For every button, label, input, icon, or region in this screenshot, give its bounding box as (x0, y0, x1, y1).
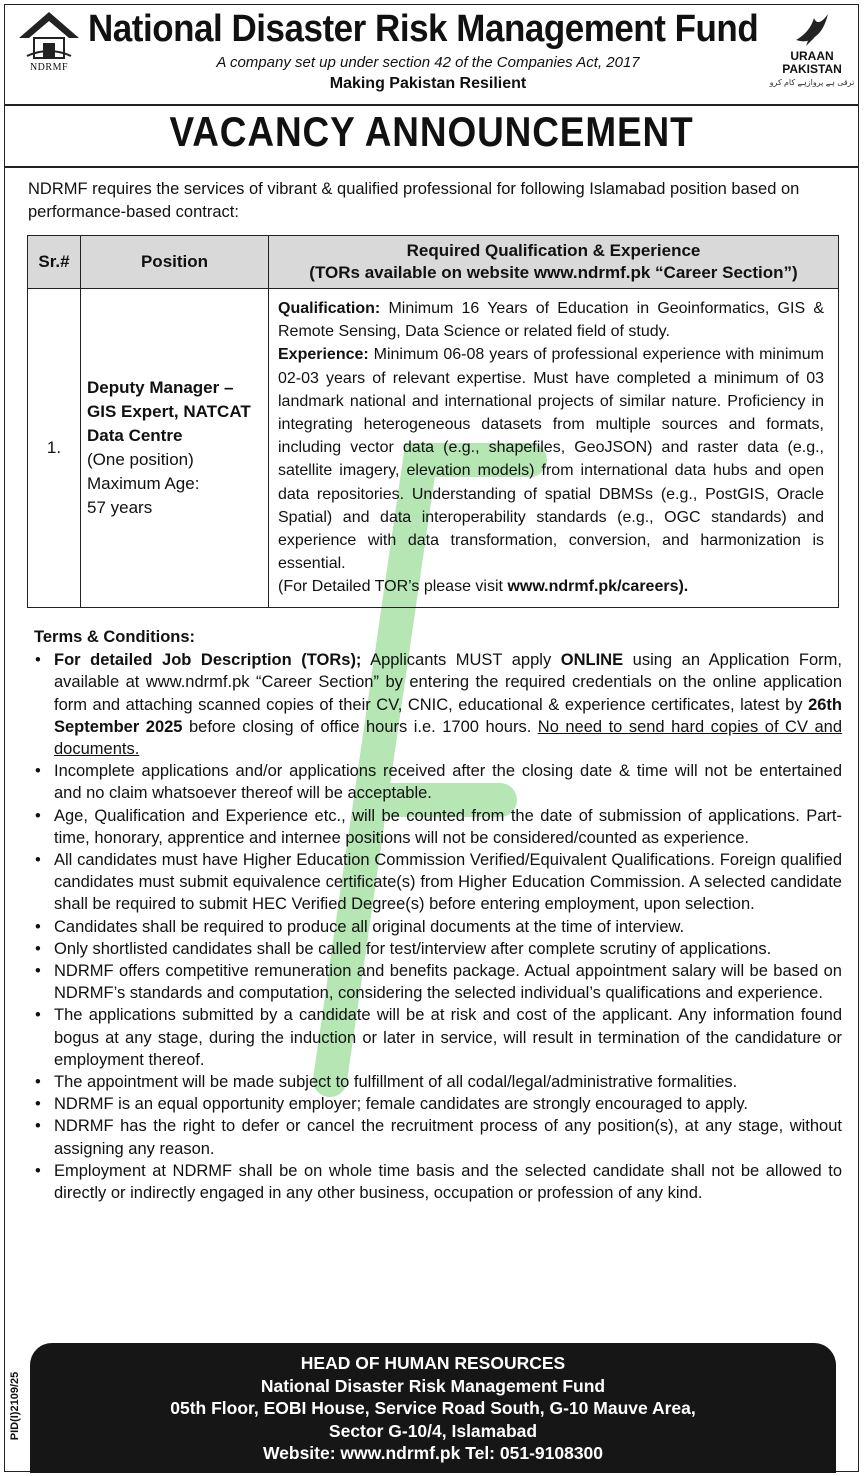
qualification-text: Minimum 16 Years of Education in Geoinformatics, GIS & Remote Sensing, Data Science or related field of study. (278, 300, 824, 341)
list-item (34, 805, 842, 849)
header-requirements (269, 236, 839, 289)
term-text-3: before closing of office hours i.e. 1700 hours. (182, 717, 538, 736)
bullet-icon: • (35, 762, 41, 781)
bullet-icon: • (35, 651, 41, 670)
terms-list (34, 649, 842, 1204)
row-sr: 1. (28, 289, 81, 608)
organization-title: National Disaster Risk Management Fund (88, 8, 759, 50)
term-text: All candidates must have Higher Education Commission Verified/Equivalent Qualifications. Foreign qualified candidates must submit equivalence certificate(s) from Higher Education Commission. A selected candidate shall be required to submit HEC Verified Degree(s) before entering employment, upon selection. (54, 851, 842, 914)
experience-block (278, 343, 824, 575)
bullet-icon: • (35, 1006, 41, 1025)
header-divider (4, 104, 859, 106)
footer-line-3: 05th Floor, EOBI House, Service Road South, G-10 Mauve Area, (170, 1398, 696, 1419)
pakistan-text: PAKISTAN (782, 62, 842, 76)
header-sr: Sr.# (28, 236, 81, 289)
term-text: The appointment will be made subject to fulfillment of all codal/legal/administrative formalities. (54, 1073, 738, 1092)
bullet-icon: • (35, 939, 41, 958)
term-text: Only shortlisted candidates shall be called for test/interview after complete scrutiny of applications. (54, 939, 772, 958)
bullet-icon: • (35, 1117, 41, 1136)
max-age-label: Maximum Age: (87, 473, 200, 493)
positions-table (27, 235, 839, 608)
list-item (34, 1071, 842, 1093)
bullet-icon: • (35, 1095, 41, 1114)
header-position: Position (81, 236, 269, 289)
vacancy-banner: VACANCY ANNOUNCEMENT (169, 108, 694, 155)
list-item (34, 1093, 842, 1115)
bullet-icon: • (35, 1073, 41, 1092)
term-text: Age, Qualification and Experience etc., will be counted from the date of submission of applications. Part-time, honorary, apprentice and internee positions will not be considered/counted as experience. (54, 806, 842, 847)
list-item (34, 760, 842, 804)
footer-line-5: Website: www.ndrmf.pk Tel: 051-9108300 (262, 1443, 604, 1464)
house-logo-icon (17, 10, 81, 60)
footer-line-4: Sector G-10/4, Islamabad (328, 1420, 538, 1441)
term-text: Incomplete applications and/or applications received after the closing date & time will not be entertained and no claim whatsoever thereof will be acceptable. (54, 762, 842, 803)
tor-note-text: (For Detailed TOR’s please visit (278, 578, 503, 596)
organization-tagline: Making Pakistan Resilient (329, 75, 527, 92)
contact-footer (30, 1343, 836, 1473)
bullet-icon: • (35, 917, 41, 936)
term-text: Employment at NDRMF shall be on whole time basis and the selected candidate shall not be allowed to directly or indirectly engaged in any other business, occupation or profession of any kind. (54, 1161, 842, 1203)
term-bold-3: 26th September 2025 (54, 695, 842, 736)
max-age-value: 57 years (87, 497, 153, 517)
list-item (34, 916, 842, 938)
bullet-icon: • (35, 962, 41, 981)
list-item (34, 1004, 842, 1071)
term-text-2: using an Application Form, available at www.ndrmf.pk “Career Section” by entering the required credentials on the online application form and attaching scanned copies of their CV, CNIC, educational & experience certificates, latest by (54, 651, 843, 714)
list-item (34, 649, 842, 760)
intro-paragraph: NDRMF requires the services of vibrant & qualified professional for following Islamabad position based on performance-based contract: (28, 180, 800, 221)
term-bold-1: For detailed Job Description (TORs); (54, 651, 362, 670)
term-text-1: Applicants MUST apply (361, 651, 561, 670)
experience-text: Minimum 06-08 years of professional experience with minimum 02-03 years of relevant expertise. Must have completed a minimum of 03 landmark national and international projects of similar nature. Proficiency in integrating heterogeneous datasets from multiple sources and formats, including vector data (e.g., shapefiles, GeoJSON) and raster data (e.g., satellite imagery, elevation models) from international data hubs and open data repositories. Understanding of spatial DBMSs (e.g., PostGIS, Oracle Spatial) and data interoperability standards (e.g., OGC standards) and experience with data transformation, conversion, and harmonization is essential. (278, 346, 824, 573)
uraan-pakistan-logo (768, 10, 856, 94)
bullet-icon: • (35, 806, 41, 825)
list-item (34, 849, 842, 916)
footer-line-2: National Disaster Risk Management Fund (260, 1375, 606, 1396)
bullet-icon: • (35, 851, 41, 870)
bullet-icon: • (35, 1161, 41, 1180)
list-item (34, 938, 842, 960)
terms-heading: Terms & Conditions: (34, 628, 196, 646)
position-title: Deputy Manager – GIS Expert, NATCAT Data Centre (87, 377, 251, 445)
qualification-label: Qualification: (278, 300, 381, 317)
term-text: NDRMF is an equal opportunity employer; female candidates are strongly encouraged to apply. (54, 1095, 748, 1114)
positions-count: (One position) (87, 449, 194, 469)
term-bold-2: ONLINE (560, 651, 624, 670)
urdu-slogan: ترقی ہے پروازہے کام کرو (769, 78, 855, 87)
term-text: The applications submitted by a candidate will be at risk and cost of the applicant. Any information found bogus at any stage, during the induction or later in service, will result in termination of the candidature or employment thereof. (54, 1006, 842, 1069)
row-requirements (269, 289, 839, 608)
organization-subtitle: A company set up under section 42 of the Companies Act, 2017 (216, 54, 640, 71)
header-requirements-line1: Required Qualification & Experience (406, 241, 701, 260)
row-position (81, 289, 269, 608)
table-row (28, 289, 839, 608)
list-item (34, 1160, 842, 1204)
uraan-text: URAAN (790, 49, 834, 63)
term-underlined: No need to send hard copies of CV and documents. (54, 717, 842, 759)
ndrmf-logo (14, 10, 84, 84)
logo-abbreviation: NDRMF (29, 62, 69, 73)
term-text: Candidates shall be required to produce all original documents at the time of interview. (54, 917, 685, 936)
qualification-block (278, 297, 824, 343)
list-item (34, 1115, 842, 1159)
experience-label: Experience: (278, 346, 369, 364)
terms-section (34, 626, 842, 1204)
bird-logo-icon (792, 10, 832, 50)
header-requirements-line2: (TORs available on website www.ndrmf.pk “Career Section”) (309, 263, 798, 282)
tor-note-block (278, 575, 824, 598)
tor-link[interactable]: www.ndrmf.pk/careers). (507, 578, 689, 596)
term-text: NDRMF offers competitive remuneration and benefits package. Actual appointment salary will be based on NDRMF’s standards and computation, considering the selected individual’s qualifications and experience. (54, 962, 842, 1003)
footer-line-1: HEAD OF HUMAN RESOURCES (300, 1353, 566, 1373)
table-header-row (28, 236, 839, 289)
list-item (34, 960, 842, 1004)
term-text: NDRMF has the right to defer or cancel the recruitment process of any position(s), at any stage, without assigning any reason. (54, 1117, 842, 1158)
publication-id: PID(I)2109/25 (9, 1371, 21, 1441)
banner-divider (4, 166, 859, 168)
